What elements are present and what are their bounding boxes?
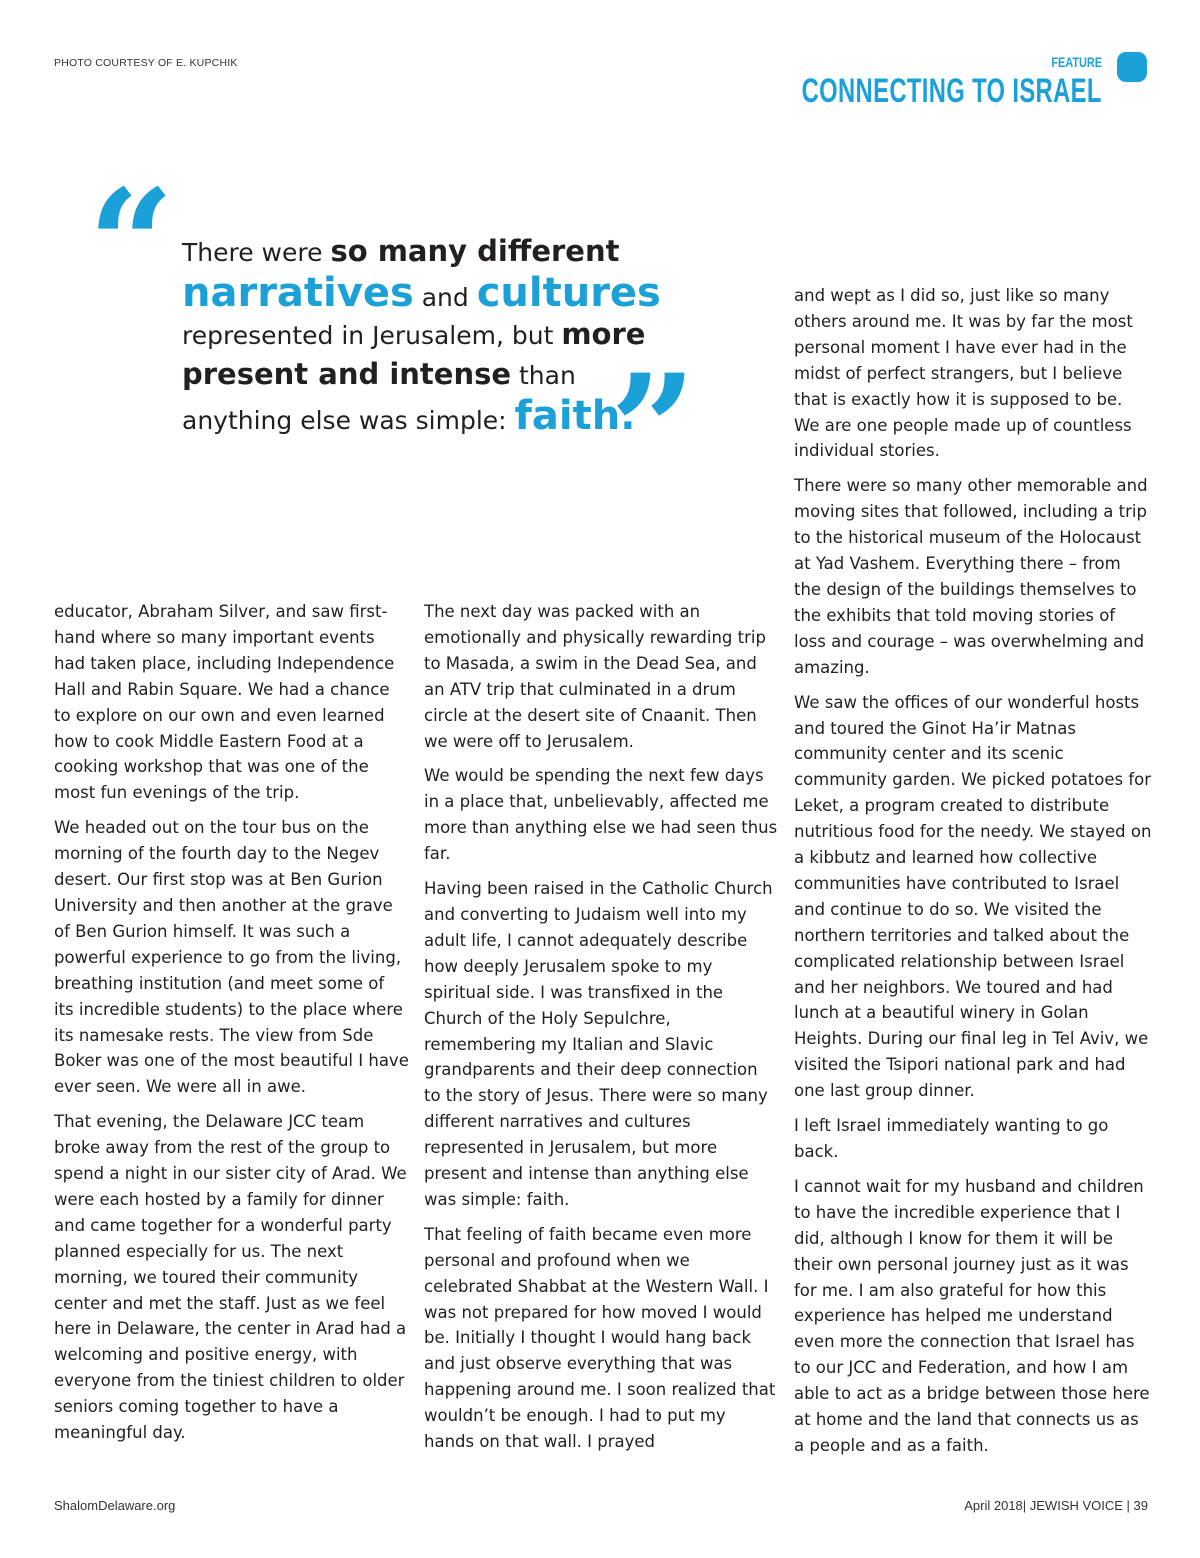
close-quote-mark: ” <box>610 342 697 518</box>
section-kicker: FEATURE <box>1051 54 1102 70</box>
footer-website: ShalomDelaware.org <box>54 1498 176 1513</box>
article-column-2 <box>424 599 779 1464</box>
pull-quote-text: and <box>413 283 477 312</box>
paragraph: That feeling of faith became even more personal and profound when we celebrated Shabbat at the Western Wall. I was not prepared for how moved I would be. Initially I thought I would hang back and just observe everything that was happening around me. I soon realized that wouldn’t be enough. I had to put my hands on that wall. I prayed <box>424 1224 776 1452</box>
photo-credit: PHOTO COURTESY OF E. KUPCHIK <box>54 57 238 69</box>
section-tab-marker <box>1117 52 1147 82</box>
pull-quote-line-2 <box>182 272 782 314</box>
pull-quote-text: represented in Jerusalem, but <box>182 321 562 350</box>
paragraph: educator, Abraham Silver, and saw first-hand where so many important events had taken place, including Independence Hall and Rabin Square. We had a chance to explore on our own and even learned how to cook Middle Eastern Food at a cooking workshop that was one of the most fun evenings of the trip. <box>54 602 395 803</box>
paragraph: We would be spending the next few days in a place that, unbelievably, affected me more than anything else we had seen thus far. <box>424 766 778 864</box>
pull-quote-highlight: cultures <box>476 270 661 316</box>
paragraph: I cannot wait for my husband and children to have the incredible experience that I did, although I know for them it will be their own personal journey just as it was for me. I am also grateful for how this experience has helped me understand even more the connection that Israel has to our JCC and Federation, and how I am able to act as a bridge between those here at home and the land that connects us as a people and as a faith. <box>794 1176 1150 1455</box>
paragraph: and wept as I did so, just like so many others around me. It was by far the most personal moment I have ever had in the midst of perfect strangers, but I believe that is exactly how it is supposed to be. We are one people made up of countless individual stories. <box>794 286 1133 461</box>
paragraph: The next day was packed with an emotionally and physically rewarding trip to Masada, a swim in the Dead Sea, and an ATV trip that culminated in a drum circle at the desert site of Cnaanit. Then we were off to Jerusalem. <box>424 602 766 751</box>
paragraph: There were so many other memorable and moving sites that followed, including a trip to the historical museum of the Holocaust at Yad Vashem. Everything there – from the design of the buildings themselves to the exhibits that told moving stories of loss and courage – was overwhelming and amazing. <box>794 476 1148 677</box>
section-title: CONNECTING TO ISRAEL <box>801 72 1102 110</box>
article-column-1 <box>54 599 409 1455</box>
pull-quote-text: anything else was simple: <box>182 406 515 435</box>
footer-issue-page: April 2018| JEWISH VOICE | 39 <box>964 1498 1148 1513</box>
paragraph: I left Israel immediately wanting to go back. <box>794 1116 1109 1161</box>
paragraph: We saw the offices of our wonderful hosts and toured the Ginot Ha’ir Matnas community center and its scenic community garden. We picked potatoes for Leket, a program created to distribute nutritious food for the needy. We stayed on a kibbutz and learned how collective communities have contributed to Israel and continue to do so. We visited the northern territories and talked about the complicated relationship between Israel and her neighbors. We toured and had lunch at a beautiful winery in Golan Heights. During our final leg in Tel Aviv, we visited the Tsipori national park and had one last group dinner. <box>794 692 1152 1101</box>
pull-quote-emphasis: more <box>561 317 646 351</box>
paragraph: That evening, the Delaware JCC team broke away from the rest of the group to spend a night in our sister city of Arad. We were each hosted by a family for dinner and came together for a wonderful party planned especially for us. The next morning, we toured their community center and met the staff. Just as we feel here in Delaware, the center in Arad had a welcoming and positive energy, with everyone from the tiniest children to older seniors coming together to have a meaningful day. <box>54 1112 407 1443</box>
pull-quote-emphasis: present and intense <box>182 357 512 391</box>
pull-quote-highlight: faith. <box>514 393 636 439</box>
pull-quote-text: than <box>511 361 576 390</box>
pull-quote-text: There were <box>182 238 331 267</box>
open-quote-mark: “ <box>88 157 175 333</box>
paragraph: Having been raised in the Catholic Church and converting to Judaism well into my adult life, I cannot adequately describe how deeply Jerusalem spoke to my spiritual side. I was transfixed in the Church of the Holy Sepulchre, remembering my Italian and Slavic grandparents and their deep connection to the story of Jesus. There were so many different narratives and cultures represented in Jerusalem, but more present and intense than anything else was simple: faith. <box>424 879 773 1209</box>
pull-quote-emphasis: so many different <box>330 234 620 268</box>
pull-quote-highlight: narratives <box>182 270 414 316</box>
paragraph: We headed out on the tour bus on the morning of the fourth day to the Negev desert. Our first stop was at Ben Gurion University and then another at the grave of Ben Gurion himself. It was such a powerful experience to go from the living, breathing institution (and meet some of its incredible students) to the place where its namesake rests. The view from Sde Boker was one of the most beautiful I have ever seen. We were all in awe. <box>54 818 409 1097</box>
article-column-3 <box>794 283 1152 1468</box>
pull-quote-line-1 <box>182 230 782 272</box>
